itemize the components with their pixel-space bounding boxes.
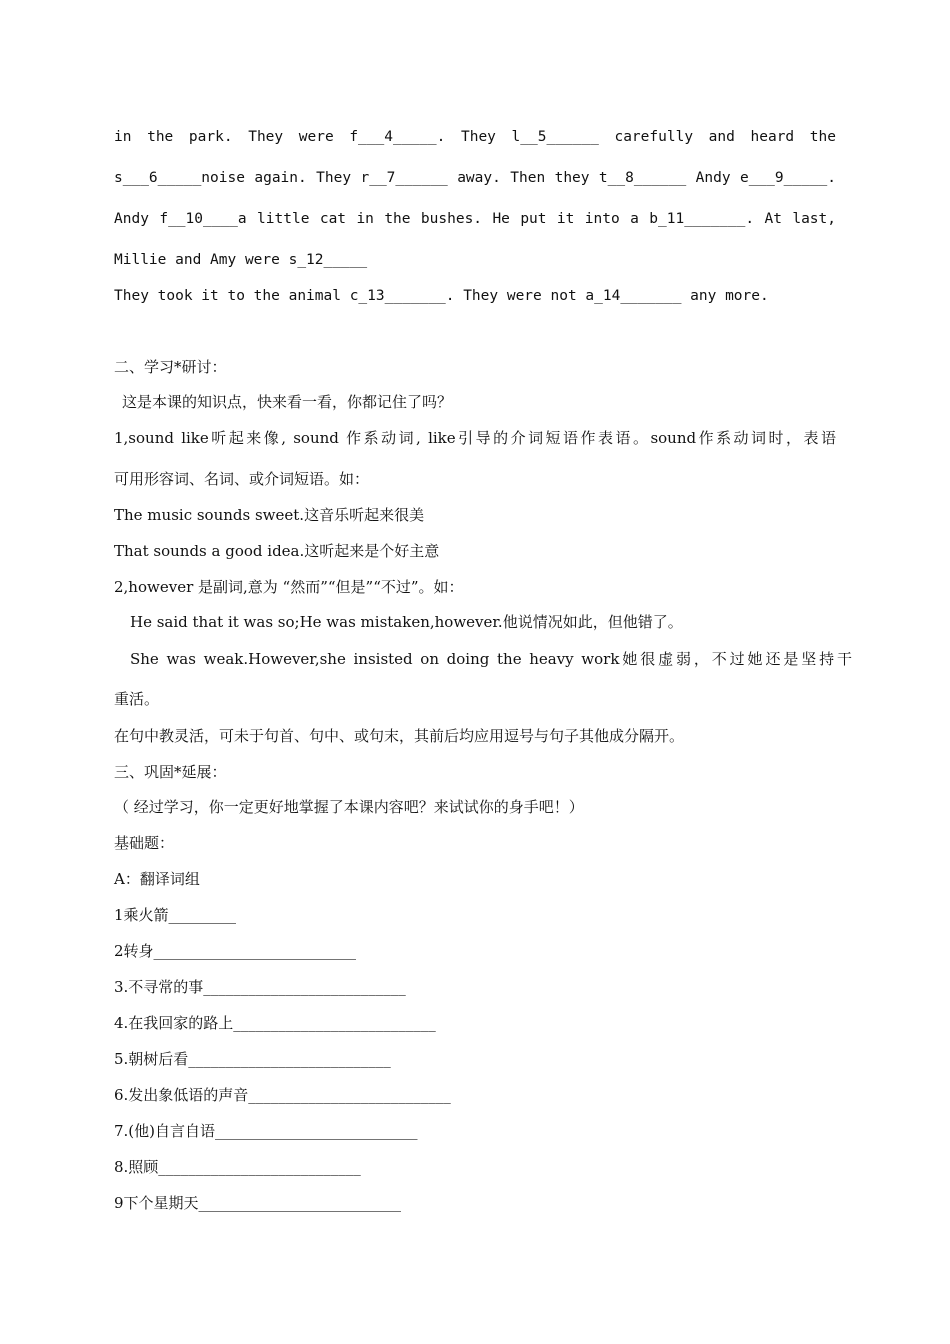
example-4-line-1: She was weak.However,she insisted on doing the heavy work她很虚弱，不过她还是坚持干 (130, 650, 852, 668)
translate-item-1: 1乘火箭_________ (114, 906, 237, 924)
passage-line-2: s___6_____noise again. They r__7______ away. Then they t__8______ Andy e___9_____. (114, 170, 836, 186)
basic-questions-label: 基础题： (114, 834, 175, 852)
point-1-line-2: 可用形容词、名词、或介词短语。如： (114, 470, 370, 488)
passage-line-1: in the park. They were f___4_____. They l__5______ carefully and heard the (114, 129, 836, 145)
passage-line-4: Millie and Amy were s_12_____ (114, 252, 368, 268)
section-3-heading: 三、巩固*延展： (114, 763, 227, 781)
example-2: That sounds a good idea.这听起来是个好主意 (114, 542, 440, 560)
passage-line-5: They took it to the animal c_13_______. They were not a_14_______ any more. (114, 288, 769, 304)
example-3: He said that it was so;He was mistaken,however.他说情况如此，但他错了。 (130, 613, 683, 631)
passage-line-3: Andy f__10____a little cat in the bushes. He put it into a b_11_______. At last, (114, 211, 836, 227)
translate-item-5: 5.朝树后看___________________________ (114, 1050, 391, 1068)
translate-item-7: 7.(他)自言自语___________________________ (114, 1122, 418, 1140)
section-2-intro: 这是本课的知识点，快来看一看，你都记住了吗？ (122, 393, 453, 411)
section-3-intro: （ 经过学习，你一定更好地掌握了本课内容吧？来试试你的身手吧！） (114, 798, 584, 816)
translate-item-6: 6.发出象低语的声音___________________________ (114, 1086, 451, 1104)
part-a-heading: A：翻译词组 (114, 870, 200, 888)
translate-item-4: 4.在我回家的路上___________________________ (114, 1014, 436, 1032)
translate-item-2: 2转身___________________________ (114, 942, 357, 960)
example-1: The music sounds sweet.这音乐听起来很美 (114, 506, 425, 524)
point-1-line-1: 1,sound like听起来像, sound 作系动词, like引导的介词短语作表语。sound作系动词时，表语 (114, 429, 836, 447)
point-2: 2,however 是副词,意为 “然而”“但是”“不过”。如： (114, 578, 464, 596)
section-2-heading: 二、学习*研讨： (114, 358, 227, 376)
translate-item-8: 8.照顾___________________________ (114, 1158, 361, 1176)
usage-note: 在句中教灵活，可未于句首、句中、或句末，其前后均应用逗号与句子其他成分隔开。 (114, 727, 685, 745)
example-4-line-2: 重活。 (114, 690, 160, 708)
translate-item-9: 9下个星期天___________________________ (114, 1194, 402, 1212)
translate-item-3: 3.不寻常的事___________________________ (114, 978, 406, 996)
